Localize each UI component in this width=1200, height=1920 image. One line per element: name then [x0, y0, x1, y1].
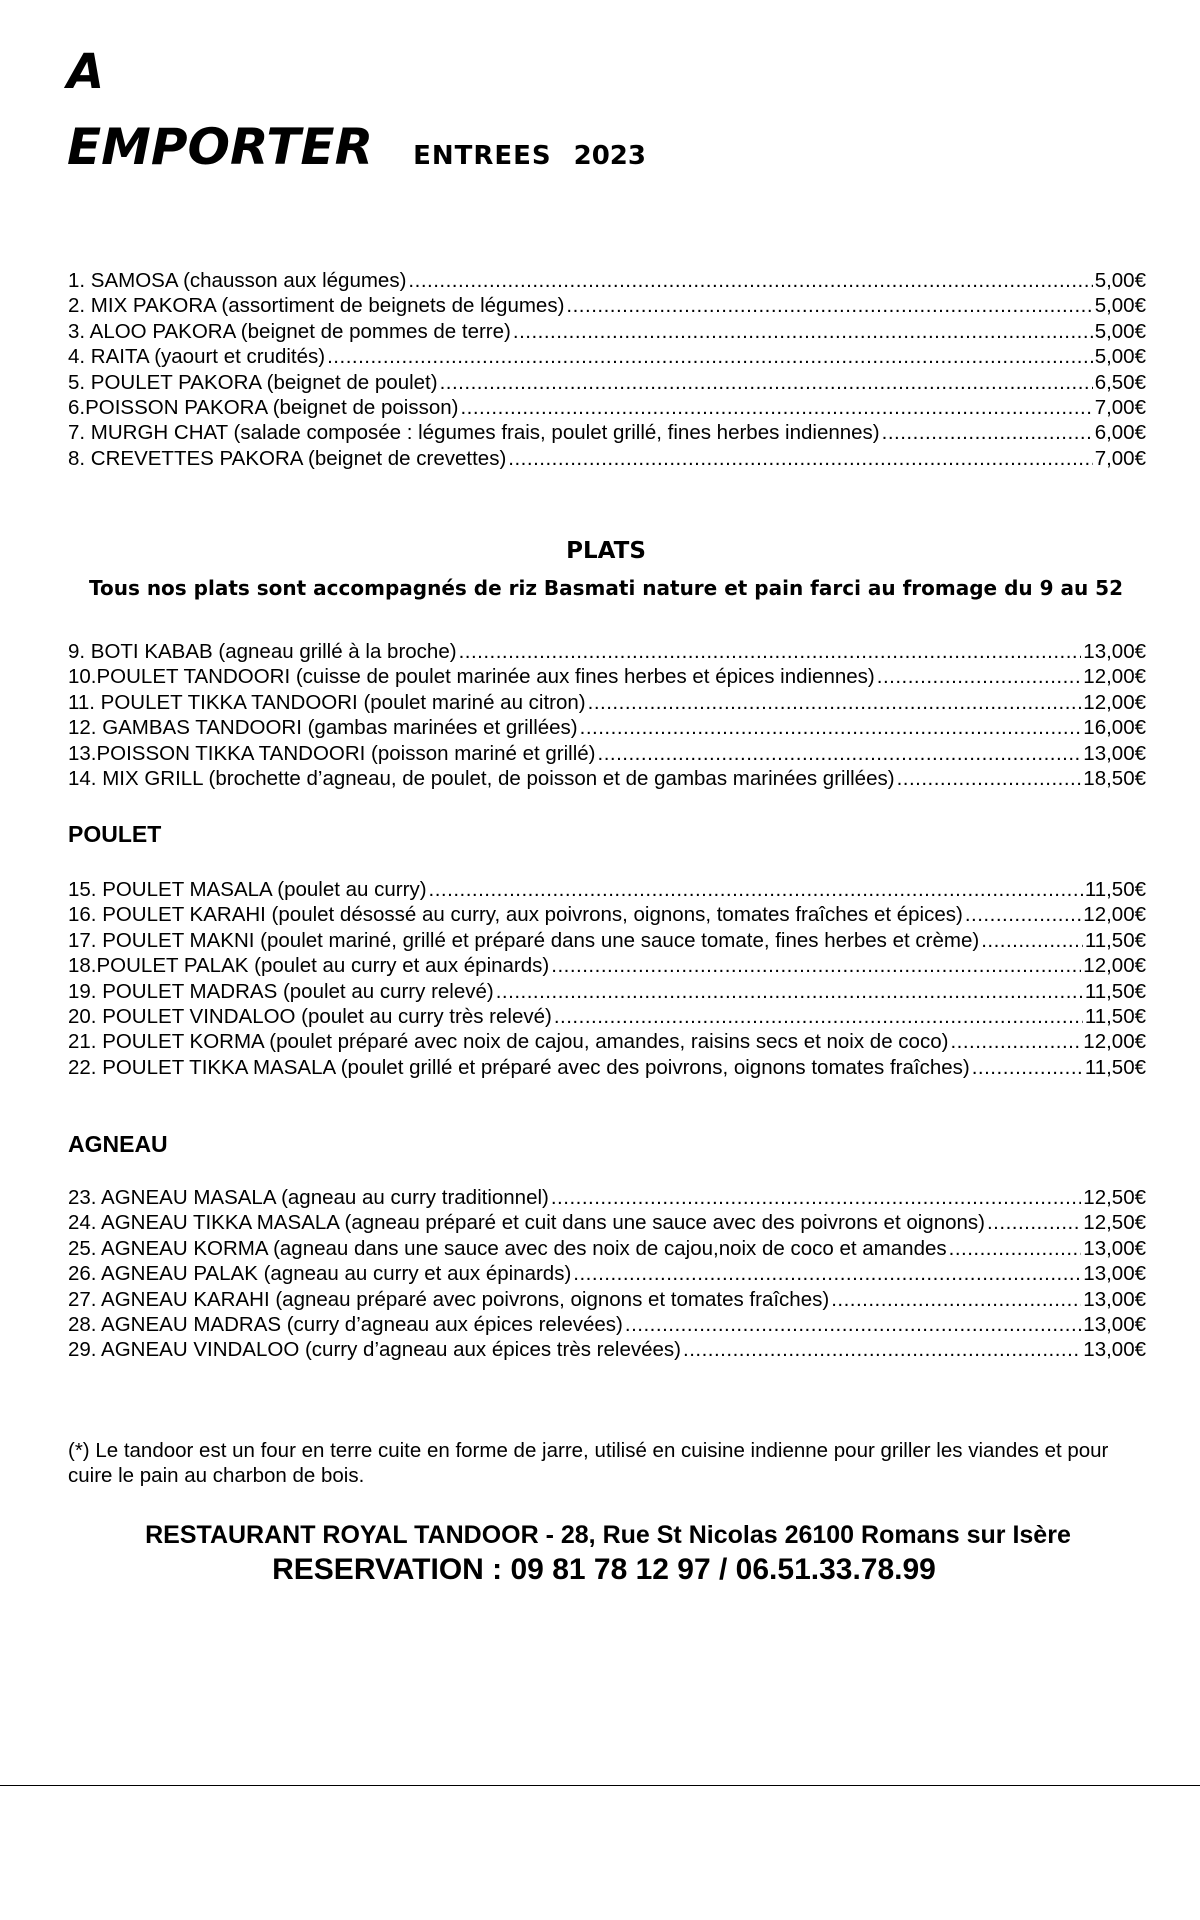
menu-item-name: 24. AGNEAU TIKKA MASALA (agneau préparé et cuit dans une sauce avec des poivrons et oignons): [68, 1211, 985, 1235]
menu-item: [68, 1029, 1146, 1054]
menu-item-name: 8. CREVETTES PAKORA (beignet de crevettes): [68, 446, 507, 470]
menu-item-price: 12,00€: [1083, 690, 1146, 714]
menu-item: [68, 741, 1146, 766]
menu-item-name: 7. MURGH CHAT (salade composée : légumes frais, poulet grillé, fines herbes indiennes): [68, 421, 880, 445]
title-line-emporter: EMPORTER: [67, 118, 374, 176]
menu-item-price: 6,50€: [1094, 370, 1146, 394]
menu-item: [68, 766, 1146, 791]
menu-item: [68, 715, 1146, 740]
menu-item-price: 12,50€: [1083, 1186, 1146, 1209]
menu-item-price: 11,50€: [1084, 1055, 1146, 1079]
menu-item-name: 3. ALOO PAKORA (beignet de pommes de terre): [68, 319, 511, 343]
menu-item-name: 19. POULET MADRAS (poulet au curry relevé): [68, 979, 494, 1003]
menu-item-name: 9. BOTI KABAB (agneau grillé à la broche): [68, 640, 457, 663]
menu-item: [68, 953, 1146, 978]
menu-item-price: 16,00€: [1083, 716, 1146, 740]
menu-item: [68, 268, 1146, 293]
restaurant-address: RESTAURANT ROYAL TANDOOR - 28, Rue St Nicolas 26100 Romans sur Isère: [145, 1521, 1071, 1549]
agneau-heading: AGNEAU: [68, 1131, 168, 1157]
menu-item: [68, 979, 1146, 1004]
menu-item-price: 13,00€: [1083, 1287, 1146, 1311]
menu-item: [68, 1004, 1146, 1029]
menu-item: [68, 293, 1146, 318]
menu-item: [68, 690, 1146, 715]
dot-leader: [551, 953, 1081, 978]
dot-leader: [459, 639, 1082, 664]
menu-item-price: 5,00€: [1094, 345, 1146, 369]
section-title-entrees: ENTREES: [413, 141, 552, 171]
menu-item-name: 16. POULET KARAHI (poulet désossé au curry, aux poivrons, oignons, tomates fraîches et épices): [68, 903, 963, 927]
plats-list: [68, 639, 1146, 791]
menu-item: [68, 446, 1146, 471]
menu-item: [68, 639, 1146, 664]
menu-item-name: 6.POISSON PAKORA (beignet de poisson): [68, 396, 459, 420]
menu-item-name: 15. POULET MASALA (poulet au curry): [68, 878, 427, 901]
menu-item: [68, 902, 1146, 927]
title-row: [67, 117, 646, 177]
menu-item-name: 22. POULET TIKKA MASALA (poulet grillé et préparé avec des poivrons, oignons tomates fraîches): [68, 1055, 970, 1079]
menu-item-price: 12,00€: [1083, 665, 1146, 689]
menu-item-price: 13,00€: [1083, 1338, 1146, 1362]
menu-item-price: 13,00€: [1083, 640, 1146, 663]
bottom-divider: [0, 1785, 1200, 1786]
dot-leader: [897, 766, 1082, 791]
menu-item: [68, 1185, 1146, 1210]
menu-item: [68, 1337, 1146, 1362]
menu-item-price: 11,50€: [1084, 979, 1146, 1003]
menu-item-name: 27. AGNEAU KARAHI (agneau préparé avec poivrons, oignons et tomates fraîches): [68, 1287, 830, 1311]
menu-item-name: 20. POULET VINDALOO (poulet au curry très relevé): [68, 1005, 552, 1029]
menu-item-price: 11,50€: [1084, 928, 1146, 952]
menu-item-price: 13,00€: [1083, 741, 1146, 765]
menu-item-name: 4. RAITA (yaourt et crudités): [68, 345, 326, 369]
menu-item-name: 12. GAMBAS TANDOORI (gambas marinées et grillées): [68, 716, 578, 740]
dot-leader: [950, 1029, 1081, 1054]
agneau-list: [68, 1185, 1146, 1363]
menu-item: [68, 928, 1146, 953]
menu-item-price: 5,00€: [1094, 319, 1146, 343]
plats-subtitle: Tous nos plats sont accompagnés de riz Basmati nature et pain farci au fromage du 9 au 52: [88, 576, 1123, 600]
entrees-list: [68, 268, 1146, 471]
menu-item: [68, 420, 1146, 445]
dot-leader: [598, 741, 1082, 766]
menu-item-name: 25. AGNEAU KORMA (agneau dans une sauce avec des noix de cajou,noix de coco et amandes: [68, 1236, 947, 1260]
dot-leader: [460, 395, 1092, 420]
dot-leader: [551, 1185, 1081, 1210]
dot-leader: [496, 979, 1083, 1004]
menu-item-price: 7,00€: [1094, 396, 1146, 420]
dot-leader: [965, 902, 1081, 927]
dot-leader: [987, 1210, 1081, 1235]
menu-item-name: 2. MIX PAKORA (assortiment de beignets de légumes): [68, 294, 565, 318]
menu-item: [68, 1210, 1146, 1235]
dot-leader: [327, 344, 1093, 369]
dot-leader: [972, 1055, 1083, 1080]
dot-leader: [683, 1337, 1081, 1362]
menu-item: [68, 395, 1146, 420]
dot-leader: [573, 1261, 1081, 1286]
dot-leader: [949, 1236, 1082, 1261]
menu-item-name: 18.POULET PALAK (poulet au curry et aux épinards): [68, 954, 550, 978]
menu-item-name: 17. POULET MAKNI (poulet mariné, grillé et préparé dans une sauce tomate, fines herbes et crème): [68, 928, 980, 952]
dot-leader: [882, 420, 1093, 445]
menu-year: 2023: [573, 141, 646, 171]
menu-item-price: 13,00€: [1083, 1236, 1146, 1260]
menu-item: [68, 664, 1146, 689]
dot-leader: [981, 928, 1083, 953]
poulet-heading: POULET: [68, 821, 162, 847]
plats-heading: PLATS: [566, 538, 646, 564]
dot-leader: [513, 319, 1093, 344]
dot-leader: [408, 268, 1092, 293]
tandoor-footnote: (*) Le tandoor est un four en terre cuite en forme de jarre, utilisé en cuisine indienne pour griller les viandes et pour cuire le pain au charbon de bois.: [68, 1439, 1109, 1487]
menu-item-name: 29. AGNEAU VINDALOO (curry d’agneau aux épices très relevées): [68, 1338, 681, 1362]
menu-item-price: 11,50€: [1084, 1005, 1146, 1029]
menu-item-name: 26. AGNEAU PALAK (agneau au curry et aux épinards): [68, 1262, 572, 1286]
menu-item-price: 12,00€: [1083, 903, 1146, 927]
menu-item-price: 12,00€: [1083, 1030, 1146, 1054]
menu-item-price: 13,00€: [1083, 1313, 1146, 1337]
dot-leader: [566, 293, 1092, 318]
menu-item-price: 11,50€: [1084, 878, 1146, 901]
menu-item: [68, 1236, 1146, 1261]
menu-item-name: 10.POULET TANDOORI (cuisse de poulet marinée aux fines herbes et épices indiennes): [68, 665, 875, 689]
dot-leader: [580, 715, 1082, 740]
menu-item: [68, 1287, 1146, 1312]
menu-item-price: 5,00€: [1094, 294, 1146, 318]
menu-item: [68, 344, 1146, 369]
menu-item-price: 6,00€: [1094, 421, 1146, 445]
reservation-phone: RESERVATION : 09 81 78 12 97 / 06.51.33.78.99: [272, 1553, 936, 1586]
menu-item-name: 13.POISSON TIKKA TANDOORI (poisson mariné et grillé): [68, 741, 596, 765]
dot-leader: [625, 1312, 1081, 1337]
dot-leader: [588, 690, 1082, 715]
title-line-a: A: [67, 44, 105, 100]
menu-item-price: 12,50€: [1083, 1211, 1146, 1235]
dot-leader: [429, 877, 1083, 902]
menu-item-price: 13,00€: [1083, 1262, 1146, 1286]
menu-item-name: 14. MIX GRILL (brochette d’agneau, de poulet, de poisson et de gambas marinées grillées): [68, 767, 895, 791]
menu-item: [68, 370, 1146, 395]
menu-item: [68, 319, 1146, 344]
dot-leader: [440, 370, 1093, 395]
menu-item-name: 1. SAMOSA (chausson aux légumes): [68, 269, 407, 292]
menu-item-name: 11. POULET TIKKA TANDOORI (poulet mariné au citron): [68, 690, 586, 714]
menu-item-name: 21. POULET KORMA (poulet préparé avec noix de cajou, amandes, raisins secs et noix de coco): [68, 1030, 949, 1054]
dot-leader: [508, 446, 1092, 471]
menu-item: [68, 1055, 1146, 1080]
menu-item: [68, 1312, 1146, 1337]
menu-item-name: 28. AGNEAU MADRAS (curry d’agneau aux épices relevées): [68, 1313, 623, 1337]
menu-item-price: 12,00€: [1083, 954, 1146, 978]
menu-item: [68, 1261, 1146, 1286]
dot-leader: [877, 664, 1082, 689]
dot-leader: [554, 1004, 1083, 1029]
menu-item-name: 5. POULET PAKORA (beignet de poulet): [68, 370, 438, 394]
poulet-list: [68, 877, 1146, 1080]
menu-item: [68, 877, 1146, 902]
menu-item-price: 18,50€: [1083, 767, 1146, 791]
menu-item-price: 5,00€: [1094, 269, 1146, 292]
menu-item-name: 23. AGNEAU MASALA (agneau au curry traditionnel): [68, 1186, 549, 1209]
dot-leader: [831, 1287, 1081, 1312]
menu-item-price: 7,00€: [1094, 446, 1146, 470]
